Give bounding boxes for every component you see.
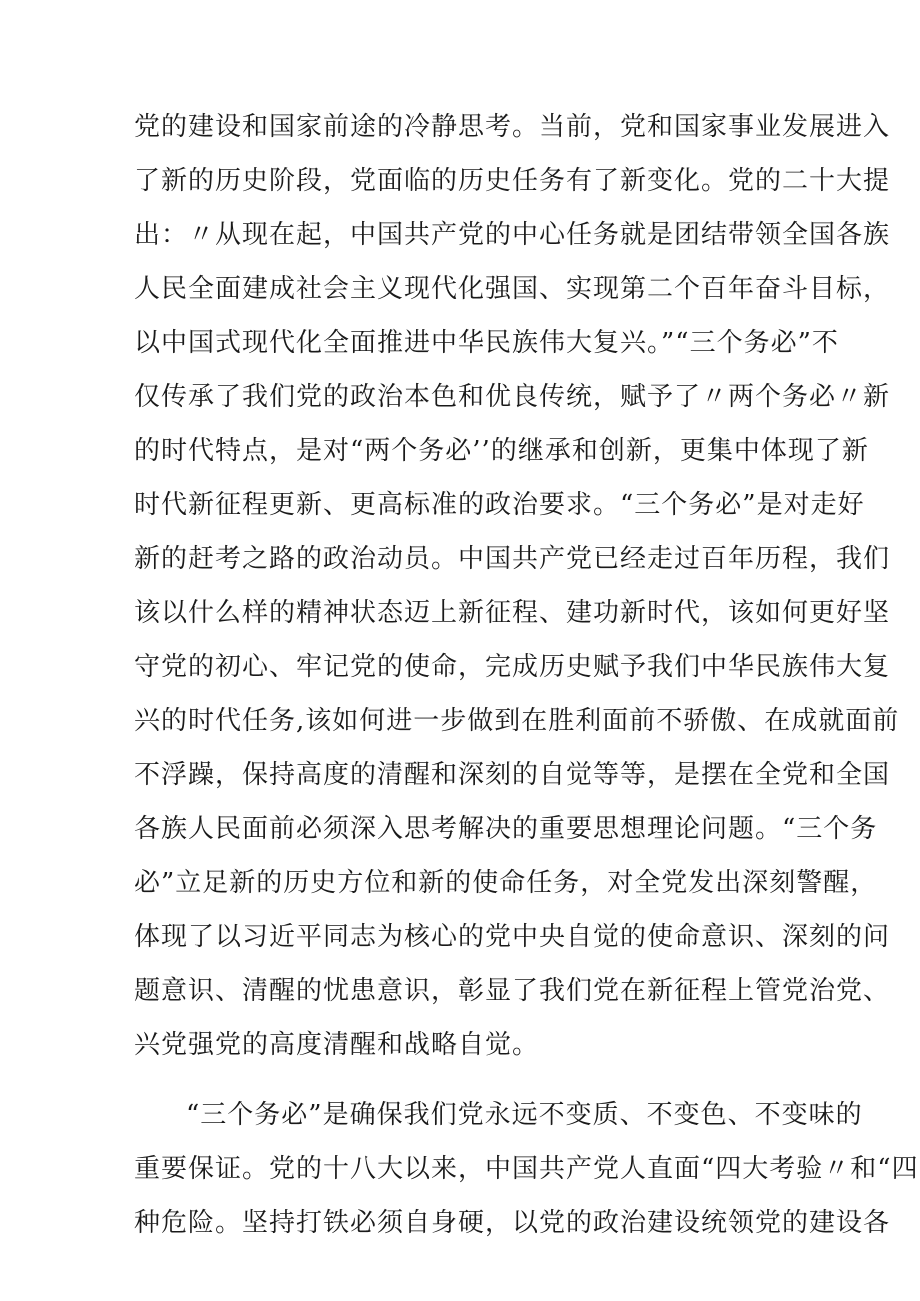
text-line: 该以什么样的精神状态迈上新征程、建功新时代，该如何更好坚 xyxy=(134,598,891,628)
text-line: 必”立足新的历史方位和新的使命任务，对全党发出深刻警醒， xyxy=(134,868,878,898)
paragraph-gap xyxy=(134,1072,794,1088)
text-line: 题意识、清醒的忧患意识，彰显了我们党在新征程上管党治党、 xyxy=(134,976,891,1006)
text-line: 各族人民面前必须深入思考解决的重要思想理论问题。“三个务 xyxy=(134,814,878,844)
text-line: 的时代特点，是对“两个务必’’的继承和创新，更集中体现了新 xyxy=(134,436,869,466)
paragraph-2 xyxy=(134,1088,919,1250)
text-line: 党的建设和国家前途的冷静思考。当前，党和国家事业发展进入 xyxy=(134,112,891,142)
text-line: 不浮躁，保持高度的清醒和深刻的自觉等等，是摆在全党和全国 xyxy=(134,760,891,790)
text-line: 重要保证。党的十八大以来，中国共产党人直面“四大考验〃和“四 xyxy=(134,1154,919,1184)
text-line: 兴党强党的高度清醒和战略自觉。 xyxy=(134,1030,540,1060)
body-text xyxy=(134,100,919,1250)
paragraph-1 xyxy=(134,100,900,1072)
text-line: 种危险。坚持打铁必须自身硬，以党的政治建设统领党的建设各 xyxy=(134,1208,891,1238)
text-line: 了新的历史阶段，党面临的历史任务有了新变化。党的二十大提 xyxy=(134,166,891,196)
text-line: 新的赶考之路的政治动员。中国共产党已经走过百年历程，我们 xyxy=(134,544,891,574)
text-line: 守党的初心、牢记党的使命，完成历史赋予我们中华民族伟大复 xyxy=(134,652,891,682)
text-line: 仅传承了我们党的政治本色和优良传统，赋予了〃两个务必〃新 xyxy=(134,382,891,412)
text-line: 人民全面建成社会主义现代化强国、实现第二个百年奋斗目标， xyxy=(134,274,891,304)
text-line: 以中国式现代化全面推进中华民族伟大复兴。”“三个务必”不 xyxy=(134,328,839,358)
text-line: “三个务必”是确保我们党永远不变质、不变色、不变味的 xyxy=(186,1100,863,1130)
text-line: 兴的时代任务,该如何进一步做到在胜利面前不骄傲、在成就面前 xyxy=(134,706,900,736)
text-line: 体现了以习近平同志为核心的党中央自觉的使命意识、深刻的问 xyxy=(134,922,891,952)
text-line: 出：〃从现在起，中国共产党的中心任务就是团结带领全国各族 xyxy=(134,220,891,250)
text-line: 时代新征程更新、更高标准的政治要求。“三个务必”是对走好 xyxy=(134,490,865,520)
